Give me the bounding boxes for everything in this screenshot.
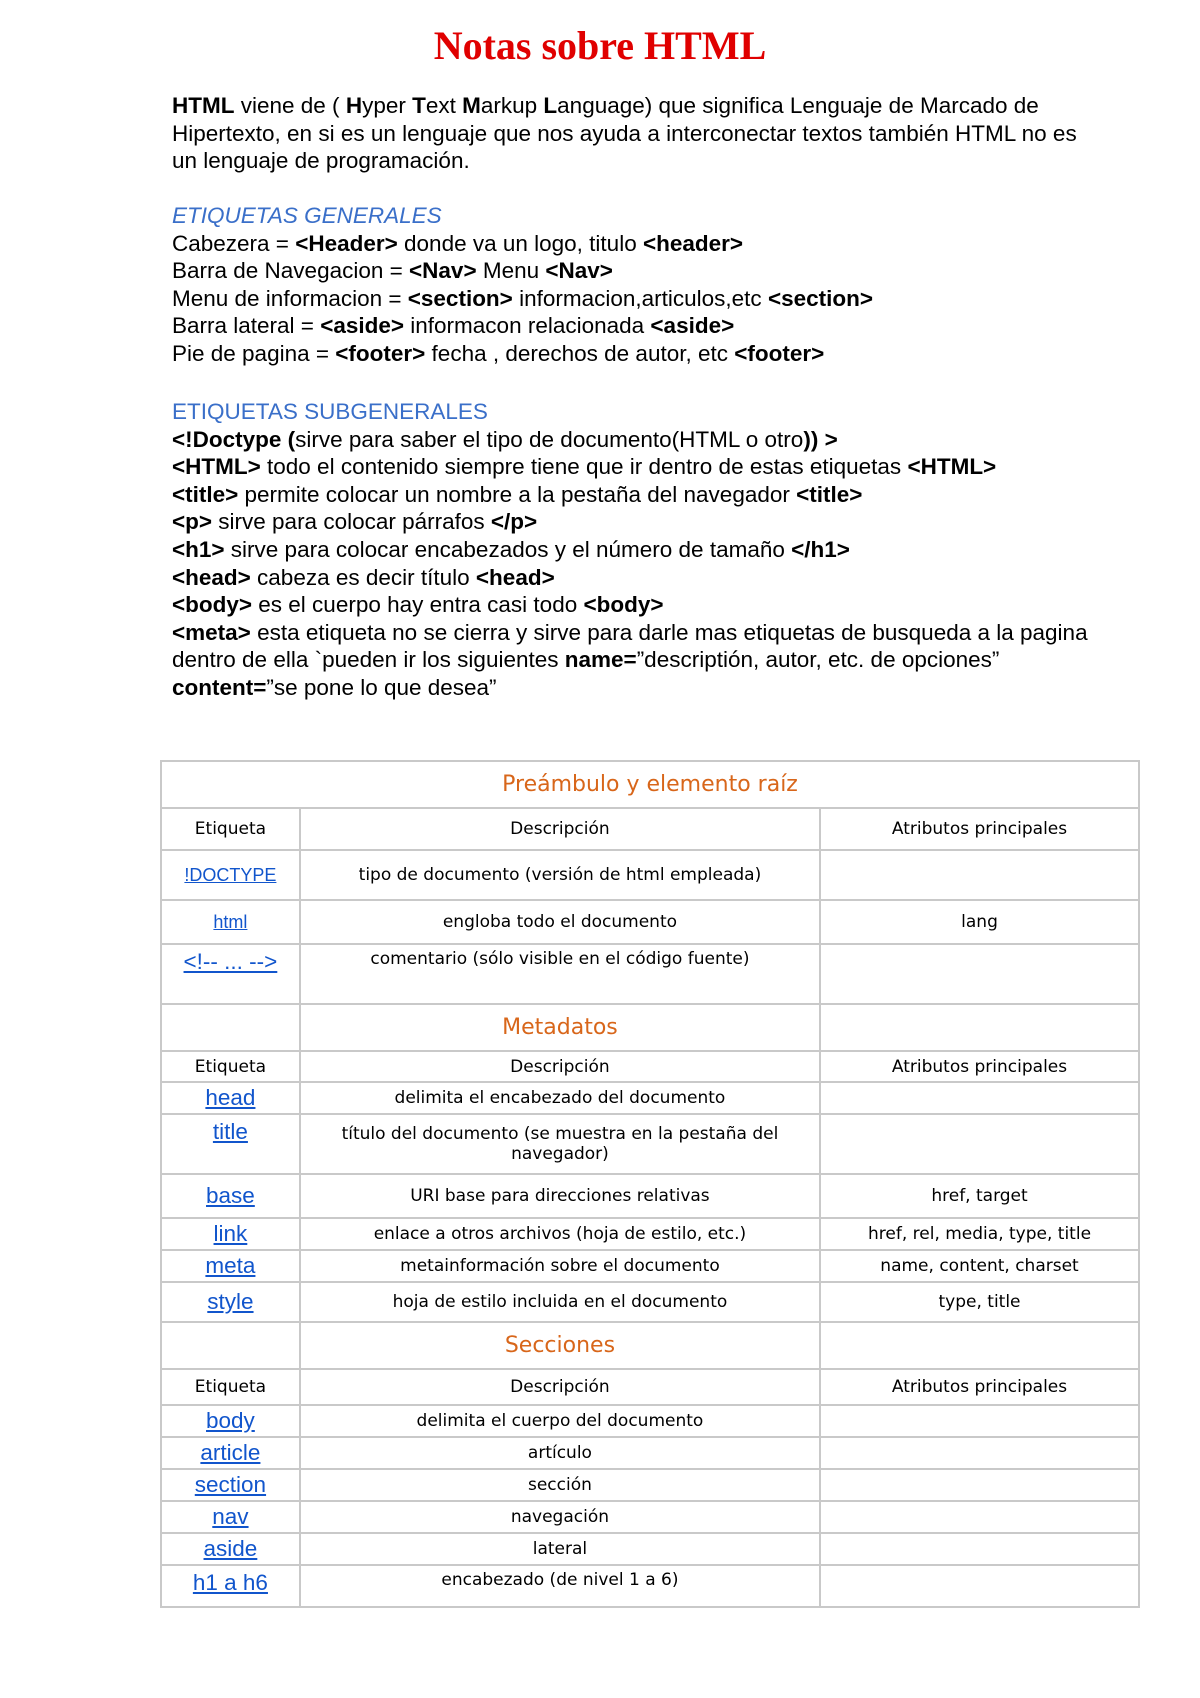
tag-description: tipo de documento (versión de html empleada) (300, 850, 820, 900)
tag-link[interactable]: article (200, 1440, 261, 1465)
table-row (161, 1218, 1139, 1250)
tag-link[interactable]: style (207, 1289, 254, 1314)
tag-link[interactable]: head (205, 1085, 256, 1110)
tag-description: encabezado (de nivel 1 a 6) (300, 1565, 820, 1607)
table-row (161, 1501, 1139, 1533)
column-header: Descripción (300, 808, 820, 850)
tag-description: delimita el cuerpo del documento (300, 1405, 820, 1437)
tag-link[interactable]: html (213, 911, 248, 932)
section-title-row (161, 1004, 1139, 1051)
tag-link[interactable]: <!-- ... --> (183, 949, 278, 974)
tag-description: enlace a otros archivos (hoja de estilo, etc.) (300, 1218, 820, 1250)
section-title: Preámbulo y elemento raíz (161, 761, 1139, 808)
generales-line: Pie de pagina = <footer> fecha , derechos de autor, etc <footer> (172, 340, 825, 366)
column-header: Atributos principales (820, 1369, 1139, 1405)
subgenerales-line: <h1> sirve para colocar encabezados y el número de tamaño </h1> (172, 536, 850, 562)
generales-line: Cabezera = <Header> donde va un logo, titulo <header> (172, 230, 744, 256)
tag-description: artículo (300, 1437, 820, 1469)
table-row (161, 1082, 1139, 1114)
generales-line: Menu de informacion = <section> informacion,articulos,etc <section> (172, 285, 873, 311)
subgenerales-line: <p> sirve para colocar párrafos </p> (172, 509, 538, 535)
generales-line: Barra de Navegacion = <Nav> Menu <Nav> (172, 258, 613, 284)
tag-attributes: lang (820, 900, 1139, 944)
tag-description: delimita el encabezado del documento (300, 1082, 820, 1114)
column-header: Etiqueta (161, 1051, 300, 1082)
table-row (161, 1282, 1139, 1322)
subgenerales-line: <body> es el cuerpo hay entra casi todo <body> (172, 592, 664, 618)
tag-description: engloba todo el documento (300, 900, 820, 944)
generales-line: Barra lateral = <aside> informacon relacionada <aside> (172, 313, 735, 339)
column-header: Etiqueta (161, 1369, 300, 1405)
tag-attributes (820, 1082, 1139, 1114)
tag-description: URI base para direcciones relativas (300, 1174, 820, 1218)
table-row (161, 1250, 1139, 1282)
table-row (161, 1114, 1139, 1174)
intro-paragraph: HTML viene de ( Hyper Text Markup Language) que significa Lenguaje de Marcado de Hipertexto, en si es un lenguaje que nos ayuda a interconectar textos también HTML no es un lenguaje de programación. (172, 93, 1077, 174)
tag-attributes (820, 1469, 1139, 1501)
table-row (161, 850, 1139, 900)
tag-link[interactable]: meta (205, 1253, 256, 1278)
column-header: Atributos principales (820, 808, 1139, 850)
column-header: Descripción (300, 1051, 820, 1082)
tag-description: comentario (sólo visible en el código fuente) (300, 944, 820, 1004)
tag-link[interactable]: nav (212, 1504, 249, 1529)
etiquetas-subgenerales-section (172, 398, 1092, 702)
etiquetas-generales-heading: ETIQUETAS GENERALES (172, 203, 442, 228)
column-header-row (161, 808, 1139, 850)
table-row (161, 1533, 1139, 1565)
tag-attributes (820, 1565, 1139, 1607)
column-header-row (161, 1369, 1139, 1405)
meta-paragraph: <meta> esta etiqueta no se cierra y sirve para darle mas etiquetas de busqueda a la pagina dentro de ella `pueden ir los siguientes name=”descriptión, autor, etc. de opciones” content=”se pone lo que desea” (172, 619, 1088, 700)
etiquetas-subgenerales-heading: ETIQUETAS SUBGENERALES (172, 399, 488, 424)
table-row (161, 1469, 1139, 1501)
tag-attributes (820, 944, 1139, 1004)
column-header-row (161, 1051, 1139, 1082)
section-title: Secciones (300, 1322, 820, 1369)
tag-description: título del documento (se muestra en la pestaña del navegador) (300, 1114, 820, 1174)
tag-link[interactable]: title (212, 1119, 248, 1144)
tag-link[interactable]: body (206, 1408, 255, 1433)
section-title-row (161, 761, 1139, 808)
tag-description: lateral (300, 1533, 820, 1565)
table-row (161, 944, 1139, 1004)
column-header: Etiqueta (161, 808, 300, 850)
tag-link[interactable]: aside (203, 1536, 258, 1561)
tag-attributes (820, 1533, 1139, 1565)
tag-attributes (820, 1501, 1139, 1533)
table-row (161, 1565, 1139, 1607)
column-header: Atributos principales (820, 1051, 1139, 1082)
tag-description: metainformación sobre el documento (300, 1250, 820, 1282)
subgenerales-line: <head> cabeza es decir título <head> (172, 564, 555, 590)
tag-link[interactable]: link (213, 1221, 248, 1246)
html-tags-table (160, 760, 1140, 1608)
table-row (161, 1437, 1139, 1469)
table-row (161, 900, 1139, 944)
column-header: Descripción (300, 1369, 820, 1405)
table-row (161, 1405, 1139, 1437)
tag-attributes (820, 1114, 1139, 1174)
section-title-row (161, 1322, 1139, 1369)
section-title: Metadatos (300, 1004, 820, 1051)
tag-link[interactable]: section (194, 1472, 267, 1497)
table-row (161, 1174, 1139, 1218)
tag-description: navegación (300, 1501, 820, 1533)
tag-link[interactable]: h1 a h6 (192, 1570, 268, 1595)
tag-attributes (820, 850, 1139, 900)
tag-description: sección (300, 1469, 820, 1501)
tag-description: hoja de estilo incluida en el documento (300, 1282, 820, 1322)
tag-attributes (820, 1405, 1139, 1437)
etiquetas-generales-section (172, 202, 1092, 368)
tag-attributes (820, 1437, 1139, 1469)
tag-attributes: name, content, charset (820, 1250, 1139, 1282)
tag-link[interactable]: !DOCTYPE (184, 864, 277, 885)
tag-attributes: href, target (820, 1174, 1139, 1218)
subgenerales-line: <title> permite colocar un nombre a la pestaña del navegador <title> (172, 481, 863, 507)
document-title: Notas sobre HTML (433, 23, 767, 68)
tag-attributes: href, rel, media, type, title (820, 1218, 1139, 1250)
tag-attributes: type, title (820, 1282, 1139, 1322)
subgenerales-line: <!Doctype (sirve para saber el tipo de documento(HTML o otro)) > (172, 426, 838, 452)
tag-link[interactable]: base (206, 1183, 255, 1208)
subgenerales-line: <HTML> todo el contenido siempre tiene que ir dentro de estas etiquetas <HTML> (172, 454, 997, 480)
